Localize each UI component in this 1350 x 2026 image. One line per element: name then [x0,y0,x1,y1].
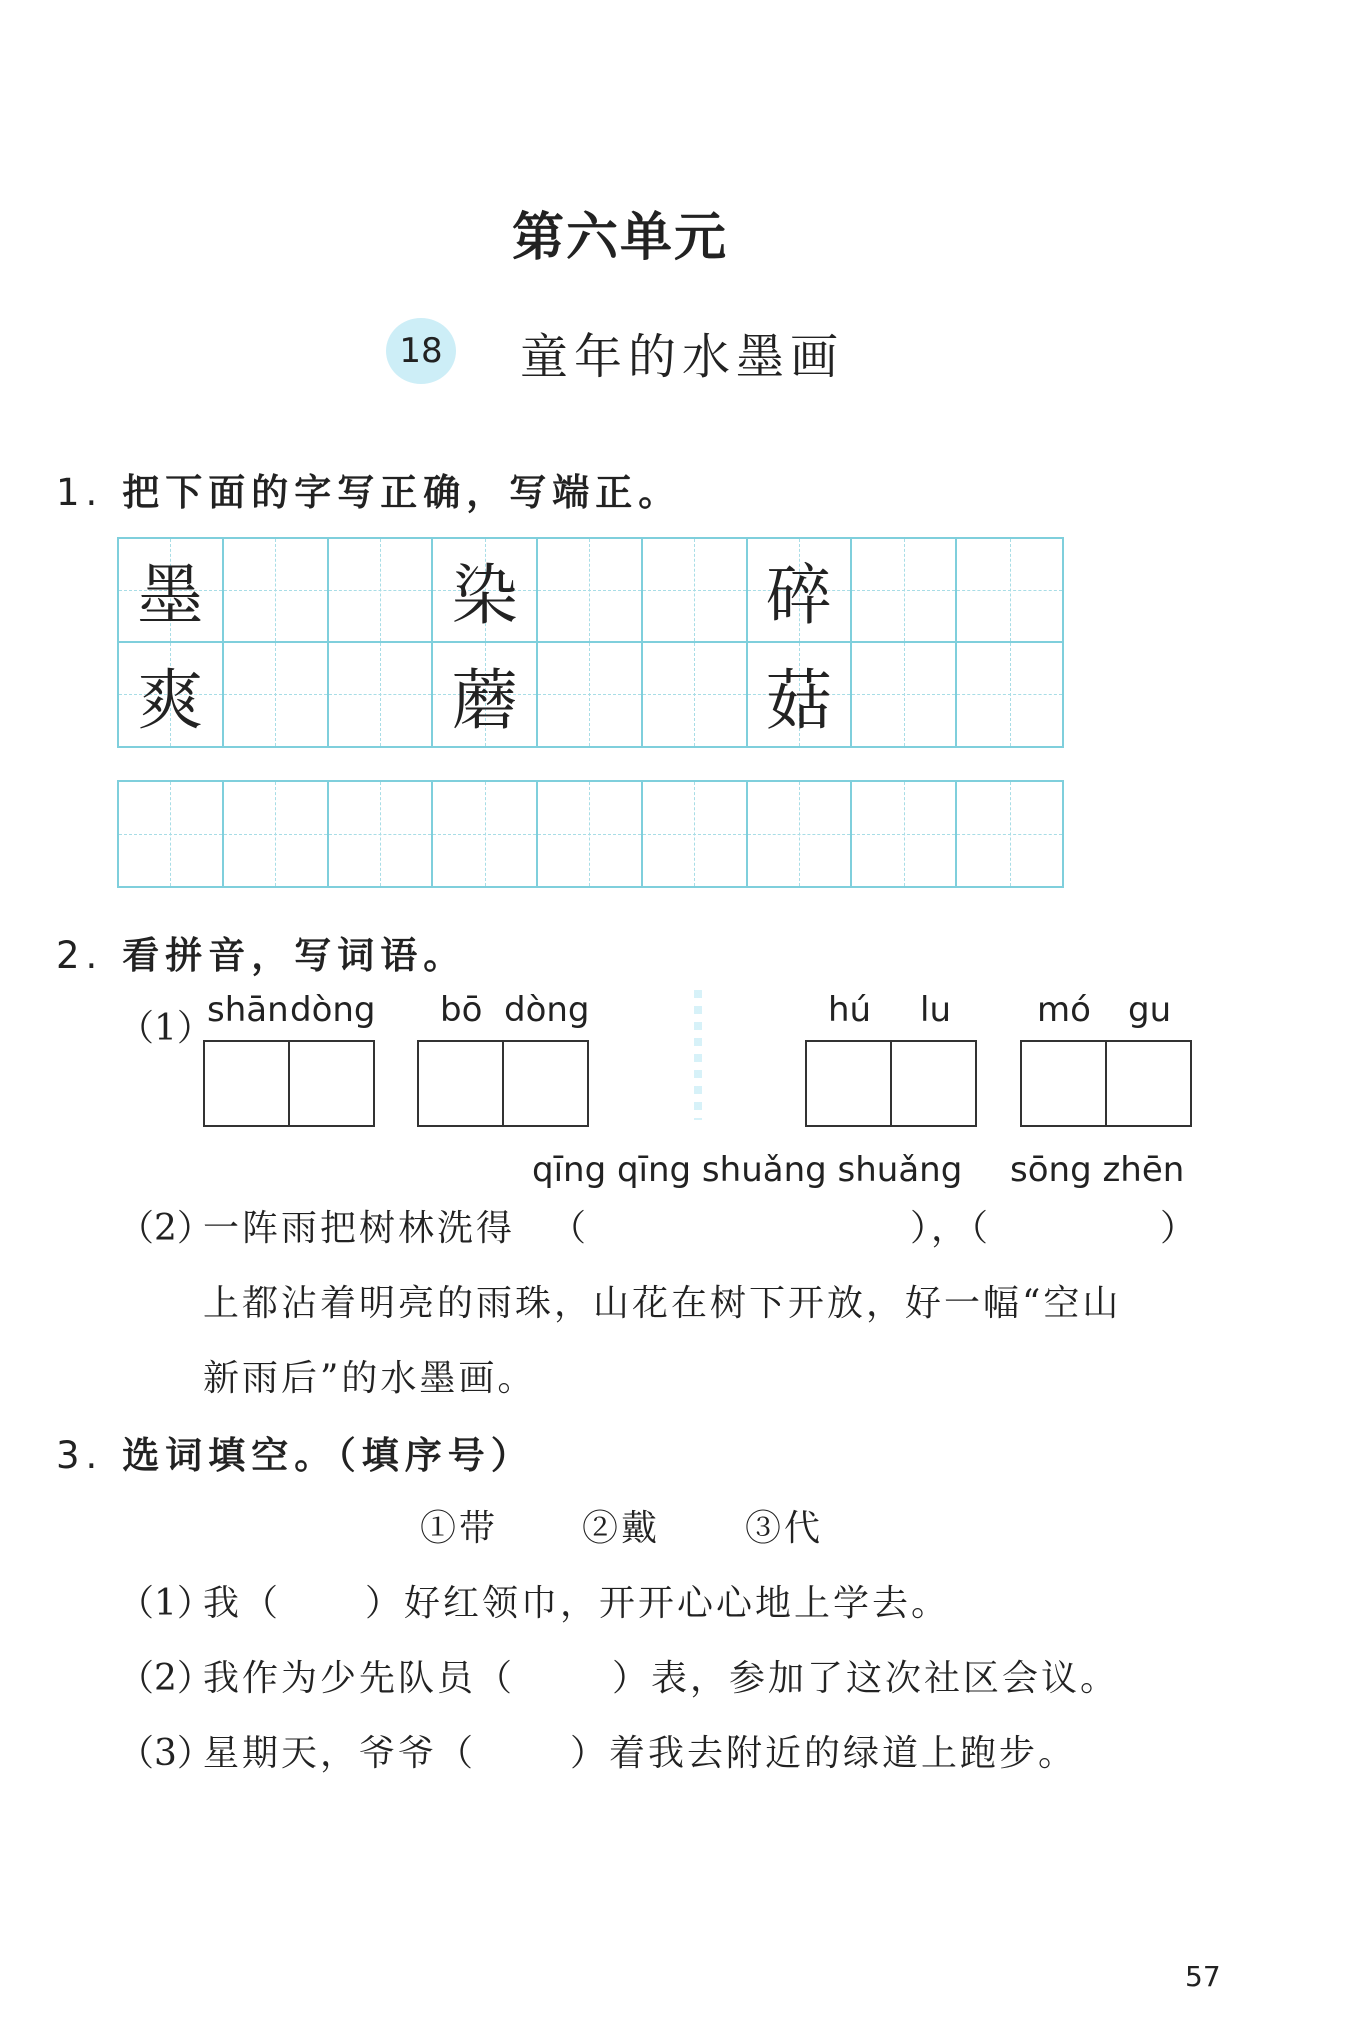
sentence-text: 我作为少先队员（ [203,1658,516,1699]
sentence-text: 上都沾着明亮的雨珠，山花在树下开放，好一幅“空山 [203,1283,1122,1324]
answer-box-pair[interactable] [417,1040,589,1127]
grid-cell[interactable] [957,539,1062,643]
answer-box-pair[interactable] [805,1040,977,1127]
sentence-text: ）好红领巾，开开心心地上学去。 [365,1583,951,1624]
grid-cell[interactable] [957,643,1062,747]
answer-box[interactable] [419,1042,502,1125]
question-text: 选词填空。（填序号） [122,1433,534,1477]
grid-cell[interactable] [119,782,224,886]
grid-cell[interactable] [643,539,748,643]
answer-box[interactable] [807,1042,890,1125]
answer-box[interactable] [1022,1042,1105,1125]
grid-cell[interactable] [748,782,853,886]
grid-cell[interactable] [957,782,1062,886]
sentence-text: 我（ [203,1583,282,1624]
question-number: 3. [56,1434,104,1477]
writing-grid-example [117,537,1064,748]
grid-cell[interactable] [433,782,538,886]
pinyin-syllable: bō [440,990,483,1030]
pinyin-syllable: gu [1128,990,1172,1030]
page-number: 57 [1185,1960,1221,1993]
part-label: （3） [118,1733,213,1774]
pinyin-syllable: hú [828,990,872,1030]
pinyin-syllable: shān [207,990,289,1030]
answer-box-pair[interactable] [203,1040,375,1127]
part-label: （1） [118,1008,213,1049]
grid-cell [748,539,853,643]
lesson-title: 童年的水墨画 [520,329,845,385]
grid-cell[interactable] [852,643,957,747]
grid-cell[interactable] [643,782,748,886]
pinyin-syllable: dòng [504,990,590,1030]
question-1-title [56,462,681,516]
grid-cell[interactable] [538,782,643,886]
answer-box[interactable] [205,1042,288,1125]
question-text: 看拼音，写词语。 [122,933,467,977]
part-label: （2） [118,1658,213,1699]
option-2: ②戴 [582,1508,661,1549]
example-character: 蘑 [451,661,518,739]
grid-cell[interactable] [852,539,957,643]
close-paren: ） [1160,1208,1200,1249]
decorative-dots [694,990,702,1120]
grid-cell[interactable] [329,539,434,643]
grid-cell [119,539,224,643]
pinyin-phrase: sōng zhēn [1010,1150,1185,1190]
grid-cell[interactable] [329,643,434,747]
grid-cell[interactable] [538,643,643,747]
option-1: ①带 [420,1508,499,1549]
grid-cell [119,643,224,747]
paren-separator: ），（ [910,1208,992,1249]
unit-title: 第六单元 [511,207,728,268]
question-number: 2. [56,934,104,977]
answer-box[interactable] [890,1042,975,1125]
pinyin-syllable: mó [1037,990,1091,1030]
grid-cell [433,643,538,747]
question-number: 1. [56,471,104,514]
answer-box[interactable] [1105,1042,1190,1125]
question-2-title [56,925,466,979]
sentence-text: 星期天，爷爷（ [203,1733,477,1774]
option-3: ③代 [745,1508,824,1549]
answer-box[interactable] [288,1042,373,1125]
grid-cell[interactable] [329,782,434,886]
pinyin-syllable: dòng [290,990,376,1030]
answer-box-pair[interactable] [1020,1040,1192,1127]
example-character: 爽 [137,661,204,739]
writing-grid-practice [117,780,1064,888]
grid-cell [748,643,853,747]
grid-cell[interactable] [224,539,329,643]
grid-cell[interactable] [224,643,329,747]
example-character: 菇 [766,661,833,739]
sentence-text: 新雨后”的水墨画。 [203,1358,537,1399]
grid-cell [433,539,538,643]
pinyin-phrase: qīng qīng shuǎng shuǎng [532,1150,963,1190]
part-label: （2） [118,1208,213,1249]
grid-cell[interactable] [538,539,643,643]
part-label: （1） [118,1583,213,1624]
sentence-text: ）表，参加了这次社区会议。 [612,1658,1120,1699]
answer-box[interactable] [502,1042,587,1125]
grid-cell[interactable] [224,782,329,886]
question-text: 把下面的字写正确，写端正。 [122,470,682,514]
question-3-title [56,1425,534,1479]
example-character: 墨 [137,557,204,635]
sentence-text: 一阵雨把树林洗得 [203,1208,516,1249]
sentence-text: ）着我去附近的绿道上跑步。 [570,1733,1078,1774]
grid-cell[interactable] [643,643,748,747]
open-paren: （ [550,1208,590,1249]
lesson-number-badge: 18 [386,318,456,384]
example-character: 碎 [766,557,833,635]
grid-cell[interactable] [852,782,957,886]
pinyin-syllable: lu [920,990,951,1030]
example-character: 染 [451,557,518,635]
